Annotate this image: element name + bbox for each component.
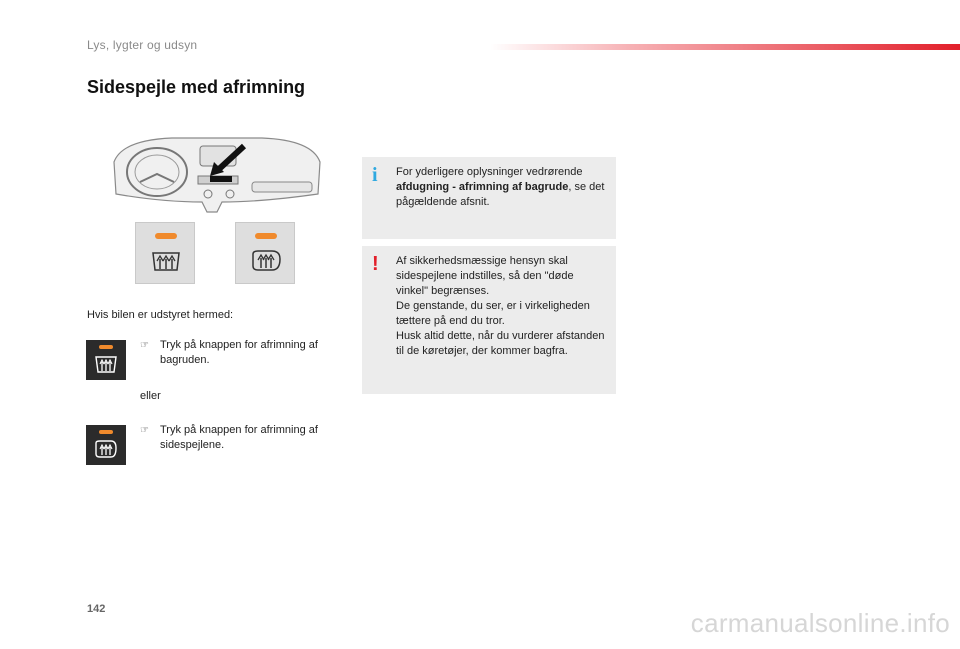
page-title: Sidespejle med afrimning [87,77,306,97]
pointer-icon: ☞ [140,425,149,436]
mirror-defrost-icon [94,439,118,459]
header-rule [490,44,960,50]
warning-note-line: De genstande, du ser, er i virkeligheden tættere på end du tror. [396,300,590,327]
info-note [362,157,616,239]
warning-note [362,246,616,394]
info-note-text-bold: afdugning - afrimning af bagrude [396,181,569,193]
info-icon: i [372,164,378,186]
warning-icon: ! [372,253,379,275]
page-number: 142 [87,603,106,615]
rear-window-defrost-icon [150,249,182,273]
step-rear-defrost [140,338,345,368]
mirror-defrost-icon [250,249,282,273]
step-text: Tryk på knappen for afrimning af bagruden. [160,339,318,366]
or-text: eller [140,390,161,402]
orange-led-indicator [99,345,113,349]
mirror-defrost-control [235,222,295,284]
info-note-text-after: , se det pågældende afsnit. [396,181,605,208]
dashboard-illustration [112,132,322,217]
rear-defrost-control [135,222,195,284]
warning-note-line: Af sikkerhedsmæssige hensyn skal sidespejlene indstilles, så den "døde vinkel" begrænses. [396,255,574,297]
warning-note-line: Husk altid dette, når du vurderer afstanden til de køretøjer, der kommer bagfra. [396,330,605,357]
intro-text: Hvis bilen er udstyret hermed: [87,309,234,321]
orange-led-indicator [255,233,277,239]
step-text: Tryk på knappen for afrimning af sidespejlene. [160,424,318,451]
watermark: carmanualsonline.info [690,608,950,638]
info-note-text-before: For yderligere oplysninger vedrørende [396,166,583,178]
section-title: Lys, lygter og udsyn [87,38,198,52]
mirror-defrost-button-icon [86,425,126,465]
rear-window-defrost-icon [94,354,118,374]
orange-led-indicator [155,233,177,239]
orange-led-indicator [99,430,113,434]
pointer-icon: ☞ [140,340,149,351]
step-mirror-defrost [140,423,345,453]
rear-defrost-button-icon [86,340,126,380]
